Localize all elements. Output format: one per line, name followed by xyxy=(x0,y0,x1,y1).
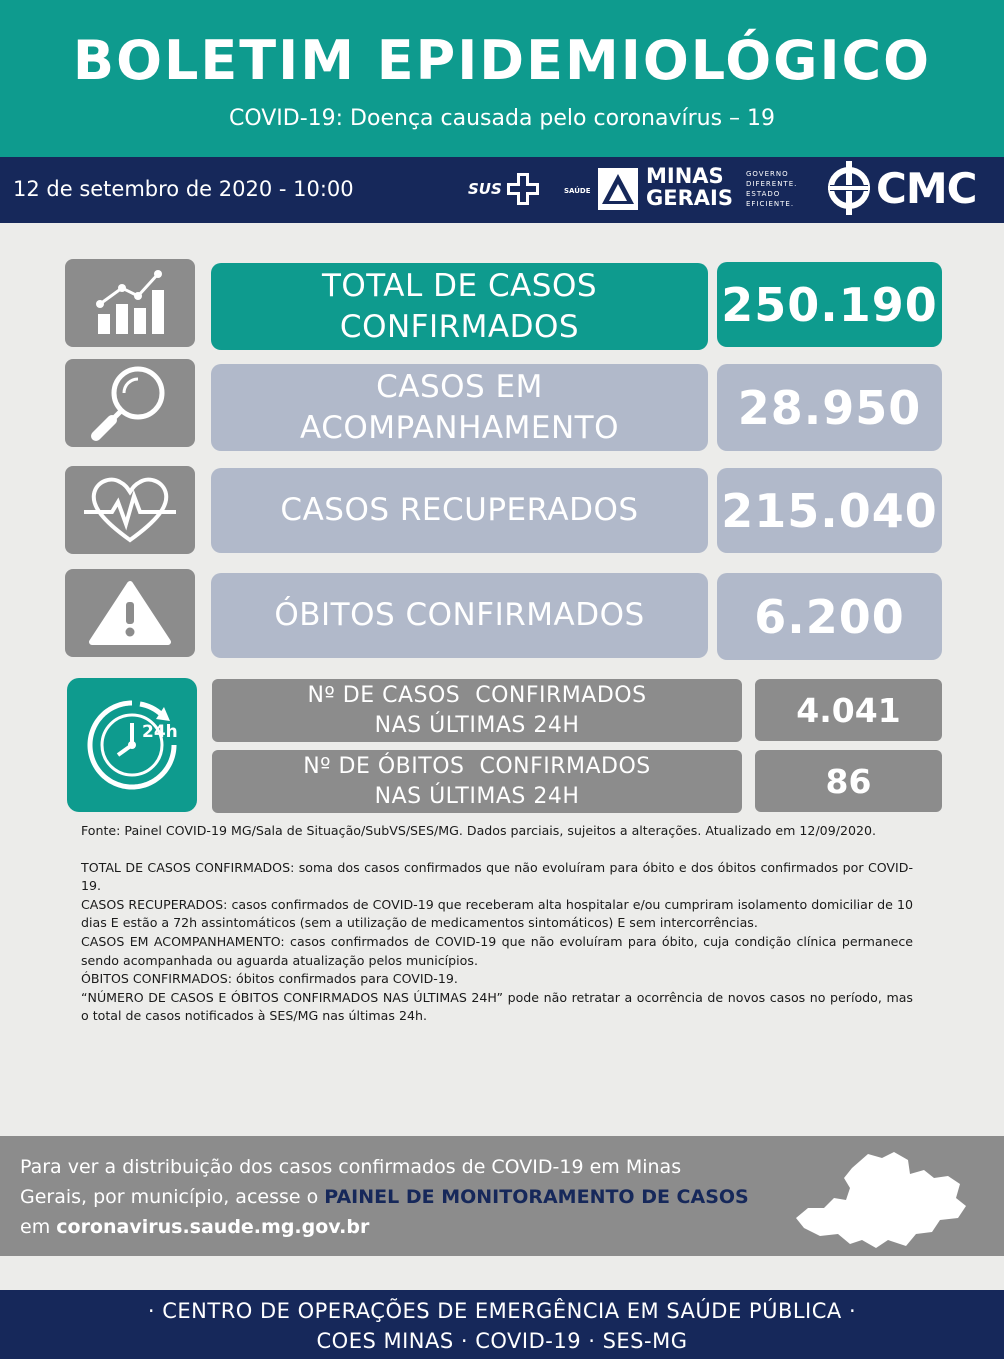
sus-logo xyxy=(468,169,541,209)
recuperados-icon-box xyxy=(65,466,195,554)
source-note: Fonte: Painel COVID-19 MG/Sala de Situação/SubVS/SES/MG. Dados parciais, sujeitos a alterações. Atualizado em 12/09/2020. xyxy=(81,823,877,838)
total-cases-label: TOTAL DE CASOS CONFIRMADOS xyxy=(211,263,708,350)
obitos-icon-box xyxy=(65,569,195,657)
bar-chart-growth-icon xyxy=(94,268,166,338)
obitos-value: 6.200 xyxy=(717,573,942,660)
website-url[interactable]: coronavirus.saude.mg.gov.br xyxy=(56,1216,370,1238)
top-bar xyxy=(0,157,1004,223)
total-icon-box xyxy=(65,259,195,347)
footer-line-2: COES MINAS · COVID-19 · SES-MG xyxy=(316,1329,688,1353)
footer-line-1: · CENTRO DE OPERAÇÕES DE EMERGÊNCIA EM SAÚDE PÚBLICA · xyxy=(147,1299,857,1323)
cmc-emblem-icon xyxy=(826,161,872,215)
magnifier-icon xyxy=(88,363,172,443)
definition-obitos: ÓBITOS CONFIRMADOS: óbitos confirmados para COVID-19. xyxy=(81,971,458,987)
government-slogan: GOVERNO DIFERENTE. ESTADO EFICIENTE. xyxy=(746,170,798,208)
dashboard-link[interactable]: PAINEL DE MONITORAMENTO DE CASOS xyxy=(324,1186,749,1208)
acompanhamento-label: CASOS EM ACOMPANHAMENTO xyxy=(211,364,708,451)
page-subtitle: COVID-19: Doença causada pelo coronavírus – 19 xyxy=(228,106,776,131)
info-panel xyxy=(0,1136,1004,1256)
recuperados-label: CASOS RECUPERADOS xyxy=(211,468,708,553)
minas-gerais-map-icon xyxy=(790,1148,990,1256)
warning-icon xyxy=(88,580,172,646)
definition-24h: “NÚMERO DE CASOS E ÓBITOS CONFIRMADOS NAS ÚLTIMAS 24H” pode não retratar a ocorrência de novos casos no período, mas o total de casos notificados à SES/MG nas últimas 24h. xyxy=(81,989,913,1024)
sus-cross-icon xyxy=(505,171,541,207)
recuperados-value: 215.040 xyxy=(717,468,942,553)
sus-text: SUS xyxy=(468,180,502,198)
definition-recuperados: CASOS RECUPERADOS: casos confirmados de COVID-19 que receberam alta hospitalar e/ou cumpriram isolamento domiciliar de 10 dias E estão a 72h assintomáticos (sem a utilização de medicamentos sintomáticos) E sem intercorrências. xyxy=(81,896,913,931)
obitos-label: ÓBITOS CONFIRMADOS xyxy=(211,573,708,658)
acompanhamento-value: 28.950 xyxy=(717,364,942,451)
cmc-text: CMC xyxy=(876,163,977,213)
deaths-24h-label: Nº DE ÓBITOS CONFIRMADOS NAS ÚLTIMAS 24H xyxy=(212,750,742,813)
heart-pulse-icon xyxy=(82,474,178,546)
minas-gerais-logo xyxy=(560,165,800,215)
header-banner xyxy=(0,0,1004,157)
definition-total: TOTAL DE CASOS CONFIRMADOS: soma dos casos confirmados que não evoluíram para óbito e dos óbitos confirmados por COVID-19. xyxy=(81,859,913,894)
page-title: BOLETIM EPIDEMIOLÓGICO xyxy=(72,29,932,92)
deaths-24h-value: 86 xyxy=(755,750,942,812)
svg-text:24h: 24h xyxy=(142,722,178,742)
clock-24h-icon xyxy=(80,693,184,797)
minas-gerais-name: MINAS GERAIS xyxy=(646,164,733,210)
definition-acompanhamento: CASOS EM ACOMPANHAMENTO: casos confirmados de COVID-19 que não evoluíram para óbito, cuja condição clínica permanece sendo acompanhada ou aguarda atualização pelos municípios. xyxy=(81,933,913,968)
last24h-icon-box xyxy=(67,678,197,812)
bulletin-date: 12 de setembro de 2020 - 10:00 xyxy=(13,177,354,201)
info-text: Para ver a distribuição dos casos confirmados de COVID-19 em Minas Gerais, por município, acesse o PAINEL DE MONITORAMENTO DE CASOS em coronavirus.saude.mg.gov.br xyxy=(20,1156,749,1238)
footer-bar xyxy=(0,1290,1004,1359)
cmc-logo xyxy=(826,161,976,215)
acompanhamento-icon-box xyxy=(65,359,195,447)
saude-text: SAÚDE xyxy=(564,187,591,195)
total-cases-value: 250.190 xyxy=(717,262,942,347)
cases-24h-value: 4.041 xyxy=(755,679,942,741)
notes-section xyxy=(81,822,913,1026)
minas-triangle-icon xyxy=(598,168,638,210)
cases-24h-label: Nº DE CASOS CONFIRMADOS NAS ÚLTIMAS 24H xyxy=(212,679,742,742)
